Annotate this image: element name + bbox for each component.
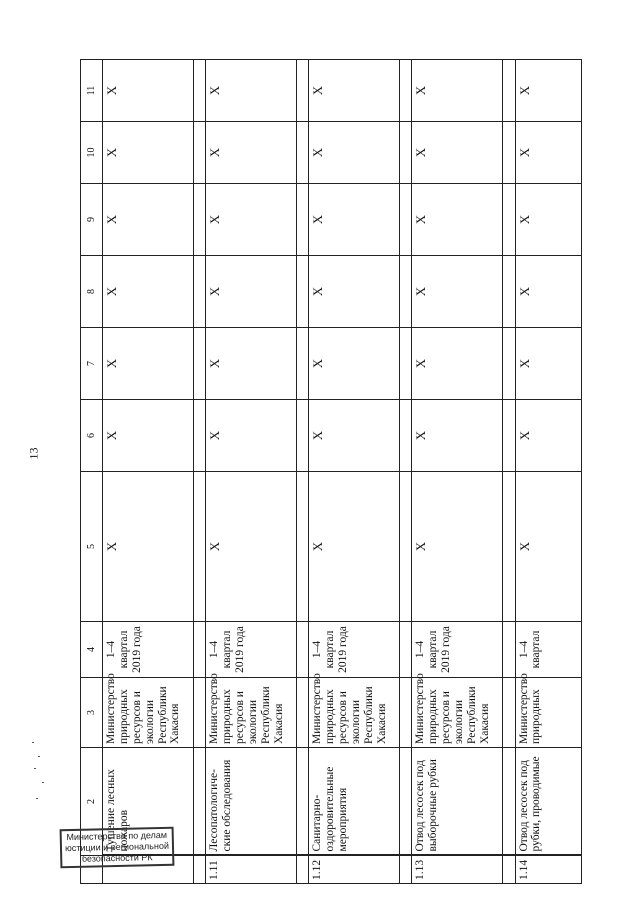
executor-cell: Министерство природных ресурсов и экологии Республики Хакасия xyxy=(309,678,400,748)
x-mark-cell: X xyxy=(412,256,503,328)
rotated-table-sheet xyxy=(80,60,582,884)
x-mark-cell: X xyxy=(103,472,194,622)
period-cell: 1–4 квартал 2019 года xyxy=(412,622,503,678)
row-number-cell: 1.11 xyxy=(206,856,297,884)
column-number-row xyxy=(81,60,103,884)
stamp-line: безопасности РК xyxy=(81,852,153,864)
column-number-cell: 11 xyxy=(81,60,103,122)
x-mark-cell: X xyxy=(309,472,400,622)
table-row xyxy=(206,60,297,884)
table-row xyxy=(103,60,194,884)
row-spacer xyxy=(297,60,309,884)
column-number-cell: 5 xyxy=(81,472,103,622)
period-cell: 1–4 квартал 2019 года xyxy=(206,622,297,678)
column-number-cell: 6 xyxy=(81,400,103,472)
ministry-stamp xyxy=(60,827,175,869)
row-number-cell: 1.13 xyxy=(412,856,503,884)
x-mark-cell: X xyxy=(103,400,194,472)
table-row xyxy=(515,60,581,884)
page-number: 13 xyxy=(26,447,41,460)
period-cell: 1–4 квартал 2019 года xyxy=(103,622,194,678)
column-number-cell: 10 xyxy=(81,122,103,184)
x-mark-cell: X xyxy=(206,400,297,472)
activity-name-cell: Лесопатологиче-ские обследования xyxy=(206,748,297,856)
stamp-line: юстиции и региональной xyxy=(64,840,170,854)
x-mark-cell: X xyxy=(412,472,503,622)
executor-cell: Министерство природных xyxy=(515,678,581,748)
x-mark-cell: X xyxy=(206,122,297,184)
x-mark-cell: X xyxy=(206,256,297,328)
x-mark-cell: X xyxy=(412,122,503,184)
period-cell: 1–4 квартал 2019 года xyxy=(309,622,400,678)
scan-specks xyxy=(30,742,50,802)
row-number-cell: 1.12 xyxy=(309,856,400,884)
row-spacer xyxy=(194,60,206,884)
x-mark-cell: X xyxy=(515,472,581,622)
x-mark-cell: X xyxy=(309,400,400,472)
executor-cell: Министерство природных ресурсов и экологии Республики Хакасия xyxy=(103,678,194,748)
period-cell: 1–4 квартал xyxy=(515,622,581,678)
x-mark-cell: X xyxy=(309,184,400,256)
x-mark-cell: X xyxy=(515,256,581,328)
x-mark-cell: X xyxy=(515,122,581,184)
x-mark-cell: X xyxy=(206,472,297,622)
executor-cell: Министерство природных ресурсов и экологии Республики Хакасия xyxy=(206,678,297,748)
activity-name-cell: Отвод лесосек под рубки, проводимые xyxy=(515,748,581,856)
x-mark-cell: X xyxy=(206,184,297,256)
row-spacer xyxy=(503,60,515,884)
column-number-cell: 2 xyxy=(81,748,103,856)
activity-name-cell: Тушение лесных пожаров xyxy=(103,748,194,856)
column-number-cell: 4 xyxy=(81,622,103,678)
x-mark-cell: X xyxy=(515,328,581,400)
x-mark-cell: X xyxy=(103,122,194,184)
x-mark-cell: X xyxy=(103,60,194,122)
x-mark-cell: X xyxy=(103,328,194,400)
x-mark-cell: X xyxy=(309,256,400,328)
x-mark-cell: X xyxy=(309,60,400,122)
x-mark-cell: X xyxy=(412,184,503,256)
x-mark-cell: X xyxy=(412,400,503,472)
x-mark-cell: X xyxy=(515,400,581,472)
activity-name-cell: Отвод лесосек под выборочные рубки xyxy=(412,748,503,856)
stamp-line: Министерство по делам xyxy=(66,829,168,843)
activities-table xyxy=(80,59,582,884)
x-mark-cell: X xyxy=(515,60,581,122)
x-mark-cell: X xyxy=(412,328,503,400)
x-mark-cell: X xyxy=(515,184,581,256)
x-mark-cell: X xyxy=(309,328,400,400)
x-mark-cell: X xyxy=(206,60,297,122)
column-number-cell: 3 xyxy=(81,678,103,748)
row-spacer xyxy=(400,60,412,884)
table-row xyxy=(309,60,400,884)
row-number-cell: 1.14 xyxy=(515,856,581,884)
column-number-cell: 7 xyxy=(81,328,103,400)
x-mark-cell: X xyxy=(103,256,194,328)
column-number-cell: 9 xyxy=(81,184,103,256)
executor-cell: Министерство природных ресурсов и экологии Республики Хакасия xyxy=(412,678,503,748)
x-mark-cell: X xyxy=(103,184,194,256)
x-mark-cell: X xyxy=(206,328,297,400)
x-mark-cell: X xyxy=(309,122,400,184)
column-number-cell: 8 xyxy=(81,256,103,328)
table-row xyxy=(412,60,503,884)
x-mark-cell: X xyxy=(412,60,503,122)
activity-name-cell: Санитарно-оздоровительные мероприятия xyxy=(309,748,400,856)
